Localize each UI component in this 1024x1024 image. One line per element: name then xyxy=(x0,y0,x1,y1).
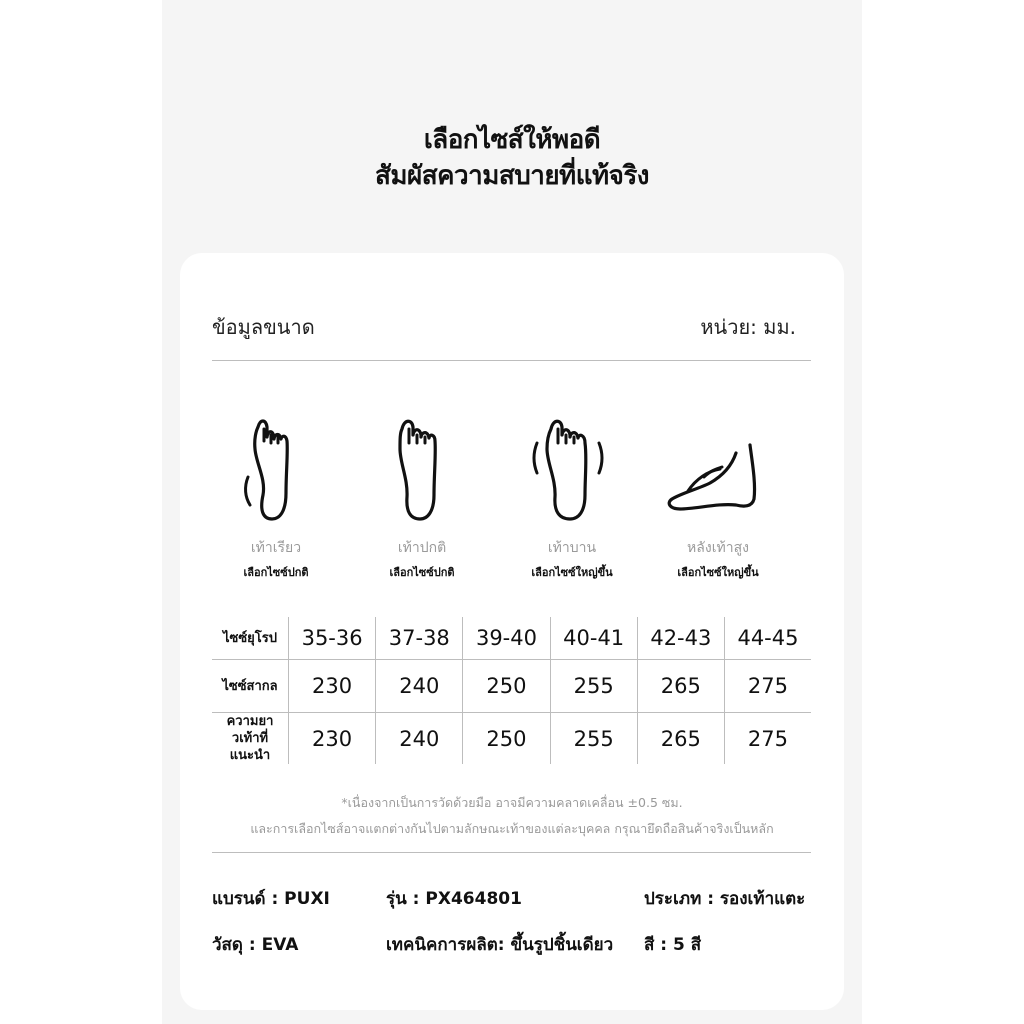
table-cell: 250 xyxy=(463,660,550,713)
table-cell: 255 xyxy=(550,713,637,765)
narrow-foot-icon xyxy=(236,413,316,523)
row-label: ไซซ์ยุโรป xyxy=(222,630,278,646)
foot-type-wide xyxy=(502,413,642,581)
wide-foot-icon xyxy=(527,413,617,523)
table-cell: 230 xyxy=(289,713,376,765)
table-cell: 275 xyxy=(724,660,811,713)
row-label: ไซซ์สากล xyxy=(212,660,289,713)
high-instep-foot-icon xyxy=(658,413,778,523)
table-cell: 240 xyxy=(376,660,463,713)
foot-type-narrow xyxy=(206,413,346,581)
spec-type: ประเภท : รองเท้าแตะ xyxy=(644,889,806,909)
foot-type-advice: เลือกไซซ์ปกติ xyxy=(243,566,309,579)
row-label xyxy=(212,713,289,765)
table-cell: 255 xyxy=(550,660,637,713)
note-line-2: และการเลือกไซส์อาจแตกต่างกันไปตามลักษณะเท้าของแต่ละบุคคล กรุณายึดถือสินค้าจริงเป็นหลัก xyxy=(250,821,774,836)
foot-type-advice: เลือกไซซ์ใหญ่ขึ้น xyxy=(531,566,613,579)
table-cell: 44-45 xyxy=(724,617,811,660)
table-cell: 35-36 xyxy=(289,617,376,660)
table-cell: 275 xyxy=(724,713,811,765)
spec-material: วัสดุ : EVA xyxy=(212,935,299,955)
headline-line-1: เลือกไซส์ให้พอดี xyxy=(423,125,601,155)
table-cell: 240 xyxy=(376,713,463,765)
spec-color: สี : 5 สี xyxy=(644,935,702,955)
row-label-line-2: วเท้าที่แนะนำ xyxy=(229,731,271,763)
row-label-line-1: ความยา xyxy=(226,714,274,729)
spec-technique: เทคนิคการผลิต: ขึ้นรูปชิ้นเดียว xyxy=(386,935,614,955)
note-line-1: *เนื่องจากเป็นการวัดด้วยมือ อาจมีความคลาดเคลื่อน ±0.5 ซม. xyxy=(341,795,683,810)
table-cell: 230 xyxy=(289,660,376,713)
table-cell: 265 xyxy=(637,660,724,713)
divider xyxy=(212,852,811,853)
table-cell: 265 xyxy=(637,713,724,765)
foot-types xyxy=(212,413,810,583)
unit-label: หน่วย: มม. xyxy=(700,315,796,339)
table-cell: 40-41 xyxy=(550,617,637,660)
foot-type-name: เท้าเรียว xyxy=(250,540,302,556)
table-row xyxy=(212,713,811,765)
foot-type-name: หลังเท้าสูง xyxy=(687,540,749,556)
table-cell: 250 xyxy=(463,713,550,765)
headline xyxy=(162,122,862,194)
size-guide-card xyxy=(180,253,844,1010)
headline-line-2: สัมผัสความสบายที่แท้จริง xyxy=(375,161,649,191)
size-info-title: ข้อมูลขนาด xyxy=(212,315,315,339)
foot-type-normal xyxy=(352,413,492,581)
foot-type-advice: เลือกไซซ์ปกติ xyxy=(389,566,455,579)
divider xyxy=(212,360,811,361)
table-cell: 39-40 xyxy=(463,617,550,660)
table-cell: 37-38 xyxy=(376,617,463,660)
foot-type-name: เท้าบาน xyxy=(547,540,597,556)
normal-foot-icon xyxy=(382,413,462,523)
spec-brand: แบรนด์ : PUXI xyxy=(212,889,330,909)
table-row xyxy=(212,617,811,660)
foot-type-advice: เลือกไซซ์ใหญ่ขึ้น xyxy=(677,566,759,579)
foot-type-name: เท้าปกติ xyxy=(397,540,447,556)
table-cell: 42-43 xyxy=(637,617,724,660)
product-page xyxy=(162,0,862,1024)
size-table xyxy=(212,617,811,764)
size-info-header xyxy=(212,311,810,343)
foot-type-high-instep xyxy=(648,413,788,581)
table-row xyxy=(212,660,811,713)
spec-model: รุ่น : PX464801 xyxy=(386,889,522,909)
